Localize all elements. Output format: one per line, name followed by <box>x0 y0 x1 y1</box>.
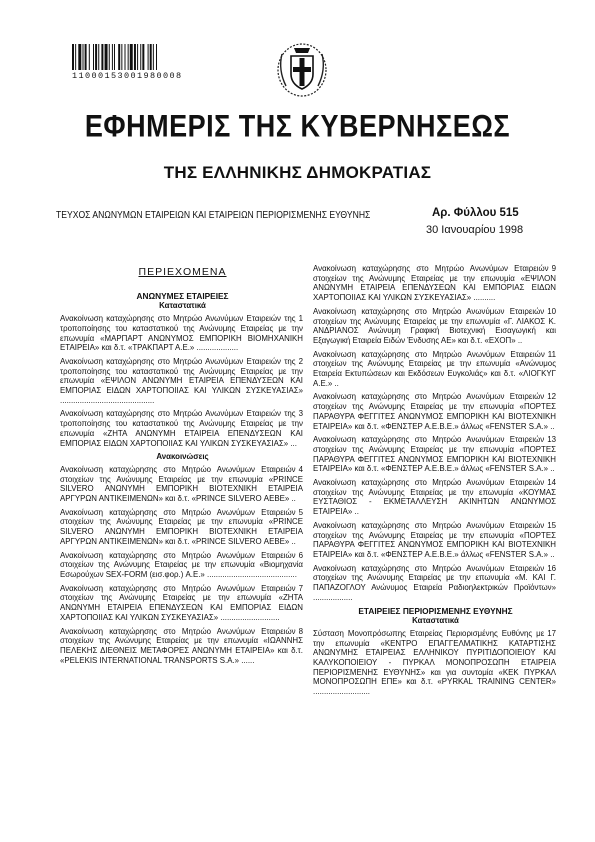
entry-page-number: 1 <box>298 314 303 324</box>
contents-entry <box>313 307 558 346</box>
contents-entry <box>60 314 305 353</box>
contents-left-column <box>60 264 305 669</box>
entry-text: Ανακοίνωση καταχώρησης στο Μητρώο Ανωνύμων Εταιρειών της τροποποίησης του καταστατικού της Ανώνυμης Εταιρείας με την επωνυμία «ΜΑΡΠΑΡΤ ΑΝΩΝΥΜΟΣ ΕΜΠΟΡΙΚΗ ΒΙΟΜΗΧΑΝΙΚΗ ΕΤΑΙΡΕΙΑ» και δ.τ. «ΤΡΑΚΠΑΡΤ Α.Ε.» ................... <box>60 314 303 353</box>
entry-page-number: 16 <box>547 563 556 573</box>
barcode-number: 11000153001980008 <box>72 71 183 81</box>
contents-entry <box>60 508 305 547</box>
entry-text: Ανακοίνωση καταχώρησης στο Μητρώο Ανωνύμων Εταιρειών στοιχείων της Ανώνυμης Εταιρείας με την επωνυμία «Γ. ΛΙΑΚΟΣ Κ. ΑΝΔΡΙΑΝΟΣ Ανώνυμη Γραφική Βιοτεχνική Εισαγωγική και Εξαγωγική Εταιρεία Ειδών Ένδυσης ΑΕ» και δ.τ. «ΕΧΟΠ» .. <box>313 306 556 345</box>
entry-text: Ανακοίνωση καταχώρησης στο Μητρώο Ανωνύμων Εταιρειών στοιχείων της Ανώνυμης Εταιρείας με την επωνυμία «ΠΟΡΤΕΣ ΠΑΡΑΘΥΡΑ ΦΕΓΓΙΤΕΣ ΑΝΩΝΥΜΟΣ ΕΜΠΟΡΙΚΗ ΚΑΙ ΒΙΟΤΕΧΝΙΚΗ ΕΤΑΙΡΕΙΑ» και δ.τ. «ΦΕΝΣΤΕΡ Α.Ε.Β.Ε.» άλλως «FENSTER S.A.» .. <box>313 520 556 559</box>
entry-text: Ανακοίνωση καταχώρησης στο Μητρώο Ανωνύμων Εταιρειών στοιχείων της Ανώνυμης Εταιρείας με την επωνυμία «ΖΗΤΑ ΑΝΩΝΥΜΗ ΕΤΑΙΡΕΙΑ ΕΠΕΝΔΥΣΕΩΝ ΚΑΙ ΕΜΠΟΡΙΑΣ ΕΙΔΩΝ ΧΑΡΤΟΠΟΙΙΑΣ ΚΑΙ ΥΛΙΚΩΝ ΣΥΣΚΕΥΑΣΙΑΣ» ........................... <box>60 583 303 622</box>
barcode <box>72 44 210 70</box>
entry-page-number: 2 <box>298 356 303 366</box>
entry-text: Ανακοίνωση καταχώρησης στο Μητρώο Ανωνύμων Εταιρειών στοιχείων της Ανώνυμης Εταιρείας με την επωνυμία «ΚΟΥΜΑΣ ΕΥΣΤΑΘΙΟΣ - ΕΚΜΕΤΑΛΛΕΥΣΗ ΑΚΙΝΗΤΩΝ ΑΝΩΝΥΜΟΣ ΕΤΑΙΡΕΙΑ» .. <box>313 478 556 517</box>
contents-entry <box>313 350 558 389</box>
entry-text: Ανακοίνωση καταχώρησης στο Μητρώο Ανωνύμων Εταιρειών της τροποποίησης του καταστατικού της Ανώνυμης Εταιρείας με την επωνυμία «ΕΨΙΛΟΝ ΑΝΩΝΥΜΗ ΕΤΑΙΡΕΙΑ ΕΠΕΝΔΥΣΕΩΝ ΚΑΙ ΕΜΠΟΡΙΑΣ ΕΙΔΩΝ ΧΑΡΤΟΠΟΙΙΑΣ ΚΑΙ ΥΛΙΚΩΝ ΣΥΣΚΕΥΑΣΙΑΣ» ........................................... <box>60 356 303 405</box>
section-title: ΕΤΑΙΡΕΙΕΣ ΠΕΡΙΟΡΙΣΜΕΝΗΣ ΕΥΘΥΝΗΣ <box>358 605 513 616</box>
sheet-number: Αρ. Φύλλου 515 <box>432 207 519 219</box>
entry-text: Ανακοίνωση καταχώρησης στο Μητρώο Ανωνύμων Εταιρειών στοιχείων της Ανώνυμης Εταιρείας με την επωνυμία «ΙΩΑΝΝΗΣ ΠΕΛΕΚΗΣ ΔΙΕΘΝΕΙΣ ΜΕΤΑΦΟΡΕΣ ΑΝΩΝΥΜΗ ΕΤΑΙΡΕΙΑ» και δ.τ. «PELEKIS INTERNATIONAL TRANSPORTS S.A.» ...... <box>60 626 303 665</box>
contents-entry <box>60 627 305 666</box>
contents-entry <box>313 478 558 517</box>
entry-page-number: 5 <box>298 507 303 517</box>
contents-entry <box>313 392 558 431</box>
gazette-title: ΕΦΗΜΕΡΙΣ ΤΗΣ ΚΥΒΕΡΝΗΣΕΩΣ <box>84 108 511 144</box>
entry-page-number: 8 <box>298 626 303 636</box>
entry-page-number: 4 <box>298 464 303 474</box>
entry-page-number: 11 <box>547 349 556 359</box>
entry-page-number: 12 <box>547 392 556 402</box>
coat-of-arms-emblem <box>276 40 328 98</box>
section-subtitle: Καταστατικά <box>159 301 206 311</box>
entry-page-number: 15 <box>547 520 556 530</box>
contents-entry <box>60 584 305 623</box>
contents-right-column <box>313 264 558 701</box>
contents-entry <box>313 264 558 303</box>
contents-entry <box>313 435 558 474</box>
contents-entry <box>60 409 305 448</box>
entry-text: Ανακοίνωση καταχώρησης στο Μητρώο Ανωνύμων Εταιρειών στοιχείων της Ανώνυμης Εταιρείας με την επωνυμία «Ανώνυμος Εταιρεία Εκτυπώσεων και Εκδόσεων Ευγκολιάς» και δ.τ. «ΛΙΟΓΚΥΓ Α.Ε.» .. <box>313 349 556 388</box>
entry-page-number: 7 <box>298 583 303 593</box>
entry-list <box>313 629 558 697</box>
entry-page-number: 3 <box>298 409 303 419</box>
contents-entry <box>60 465 305 504</box>
section-subtitle: Καταστατικά <box>412 616 459 626</box>
entry-list <box>60 314 305 448</box>
contents-entry <box>313 629 558 697</box>
entry-text: Ανακοίνωση καταχώρησης στο Μητρώο Ανωνύμων Εταιρειών στοιχείων της Ανώνυμης Εταιρείας με την επωνυμία «ΠΟΡΤΕΣ ΠΑΡΑΘΥΡΑ ΦΕΓΓΙΤΕΣ ΑΝΩΝΥΜΟΣ ΕΜΠΟΡΙΚΗ ΚΑΙ ΒΙΟΤΕΧΝΙΚΗ ΕΤΑΙΡΕΙΑ» και δ.τ. «ΦΕΝΣΤΕΡ Α.Ε.Β.Ε.» άλλως «FENSTER S.A.» .. <box>313 392 556 431</box>
entry-page-number: 17 <box>547 628 556 638</box>
entry-list <box>313 264 558 603</box>
entry-page-number: 6 <box>298 550 303 560</box>
section-subtitle: Ανακοινώσεις <box>156 452 209 462</box>
entry-page-number: 9 <box>551 264 556 273</box>
entry-page-number: 14 <box>547 478 556 488</box>
gazette-subtitle: ΤΗΣ ΕΛΛΗΝΙΚΗΣ ΔΗΜΟΚΡΑΤΙΑΣ <box>163 163 432 182</box>
entry-text: Ανακοίνωση καταχώρησης στο Μητρώο Ανωνύμων Εταιρειών της τροποποίησης του καταστατικού της Ανώνυμης Εταιρείας με την επωνυμία «ΖΗΤΑ ΑΝΩΝΥΜΗ ΕΤΑΙΡΕΙΑ ΕΠΕΝΔΥΣΕΩΝ ΚΑΙ ΕΜΠΟΡΙΑΣ ΕΙΔΩΝ ΧΑΡΤΟΠΟΙΙΑΣ ΚΑΙ ΥΛΙΚΩΝ ΣΥΣΚΕΥΑΣΙΑΣ» ... <box>60 409 303 448</box>
issue-type: ΤΕΥΧΟΣ ΑΝΩΝΥΜΩΝ ΕΤΑΙΡΕΙΩΝ ΚΑΙ ΕΤΑΙΡΕΙΩΝ ΠΕΡΙΟΡΙΣΜΕΝΗΣ ΕΥΘΥΝΗΣ <box>56 209 371 221</box>
contents-entry <box>60 357 305 406</box>
entry-text: Σύσταση Μονοπρόσωπης Εταιρείας Περιορισμένης Ευθύνης με την επωνυμία «ΚΕΝΤΡΟ ΕΠΑΓΓΕΛΜΑΤΙΚΗΣ ΚΑΤΑΡΤΙΣΗΣ ΑΝΩΝΥΜΗΣ ΕΤΑΙΡΕΙΑΣ ΕΛΛΗΝΙΚΟΥ ΠΥΡΙΤΙΔΟΠΟΙΕΙΟΥ ΚΑΙ ΚΑΛΥΚΟΠΟΙΕΙΟΥ - ΠΥΡΚΑΛ ΜΟΝΟΠΡΟΣΩΠΗ ΕΤΑΙΡΕΙΑ ΠΕΡΙΟΡΙΣΜΕΝΗΣ ΕΥΘΥΝΗΣ» και για συντομία «ΚΕΚ ΠΥΡΚΑΛ ΜΟΝΟΠΡΟΣΩΠΗ ΕΠΕ» και δ.τ. «PYRKAL TRAINING CENTER» .......................... <box>313 628 556 697</box>
entry-page-number: 13 <box>547 435 556 445</box>
entry-text: Ανακοίνωση καταχώρησης στο Μητρώο Ανωνύμων Εταιρειών στοιχείων της Ανώνυμης Εταιρείας με την επωνυμία «Μ. ΚΑΙ Γ. ΠΑΠΑΖΟΓΛΟΥ Ανώνυμος Εταιρεία Ραδιοηλεκτρικών Προϊόντων» .................. <box>313 563 556 602</box>
entry-text: Ανακοίνωση καταχώρησης στο Μητρώο Ανωνύμων Εταιρειών στοιχείων της Ανώνυμης Εταιρείας με την επωνυμία «PRINCE SILVERO ΑΝΩΝΥΜΗ ΕΜΠΟΡΙΚΗ ΒΙΟΤΕΧΝΙΚΗ ΕΤΑΙΡΕΙΑ ΑΡΓΥΡΩΝ ΑΝΤΙΚΕΙΜΕΝΩΝ» και δ.τ. «PRINCE SILVERO ΑΕΒΕ» .. <box>60 464 303 504</box>
contents-entry <box>313 521 558 560</box>
entry-text: Ανακοίνωση καταχώρησης στο Μητρώο Ανωνύμων Εταιρειών στοιχείων της Ανώνυμης Εταιρείας με την επωνυμία «ΠΟΡΤΕΣ ΠΑΡΑΘΥΡΑ ΦΕΓΓΙΤΕΣ ΑΝΩΝΥΜΟΣ ΕΜΠΟΡΙΚΗ ΚΑΙ ΒΙΟΤΕΧΝΙΚΗ ΕΤΑΙΡΕΙΑ» και δ.τ. «ΦΕΝΣΤΕΡ Α.Ε.Β.Ε.» άλλως «FENSTER S.A.» .. <box>313 435 556 474</box>
entry-text: Ανακοίνωση καταχώρησης στο Μητρώο Ανωνύμων Εταιρειών στοιχείων της Ανώνυμης Εταιρείας με την επωνυμία «ΕΨΙΛΟΝ ΑΝΩΝΥΜΗ ΕΤΑΙΡΕΙΑ ΕΠΕΝΔΥΣΕΩΝ ΚΑΙ ΕΜΠΟΡΙΑΣ ΕΙΔΩΝ ΧΑΡΤΟΠΟΙΙΑΣ ΚΑΙ ΥΛΙΚΩΝ ΣΥΣΚΕΥΑΣΙΑΣ» .......... <box>313 264 556 303</box>
issue-date: 30 Ιανουαρίου 1998 <box>426 224 524 236</box>
contents-entry <box>313 564 558 603</box>
entry-text: Ανακοίνωση καταχώρησης στο Μητρώο Ανωνύμων Εταιρειών στοιχείων της Ανώνυμης Εταιρείας με την επωνυμία «PRINCE SILVERO ΑΝΩΝΥΜΗ ΕΜΠΟΡΙΚΗ ΒΙΟΤΕΧΝΙΚΗ ΕΤΑΙΡΕΙΑ ΑΡΓΥΡΩΝ ΑΝΤΙΚΕΙΜΕΝΩΝ» και δ.τ. «PRINCE SILVERO ΑΕΒΕ» .. <box>60 507 303 546</box>
section-title: ΑΝΩΝΥΜΕΣ ΕΤΑΙΡΕΙΕΣ <box>136 290 229 301</box>
contents-entry <box>60 551 305 580</box>
entry-page-number: 10 <box>547 306 556 316</box>
entry-list <box>60 465 305 665</box>
entry-text: Ανακοίνωση καταχώρησης στο Μητρώο Ανωνύμων Εταιρειών στοιχείων της Ανώνυμης Εταιρείας με την επωνυμία «Βιομηχανία Εσωρούχων SEX-FORM (εισ.φορ.) Α.Ε.» ......................................... <box>60 550 303 579</box>
contents-heading: ΠΕΡΙΕΧΟΜΕΝΑ <box>138 266 227 278</box>
